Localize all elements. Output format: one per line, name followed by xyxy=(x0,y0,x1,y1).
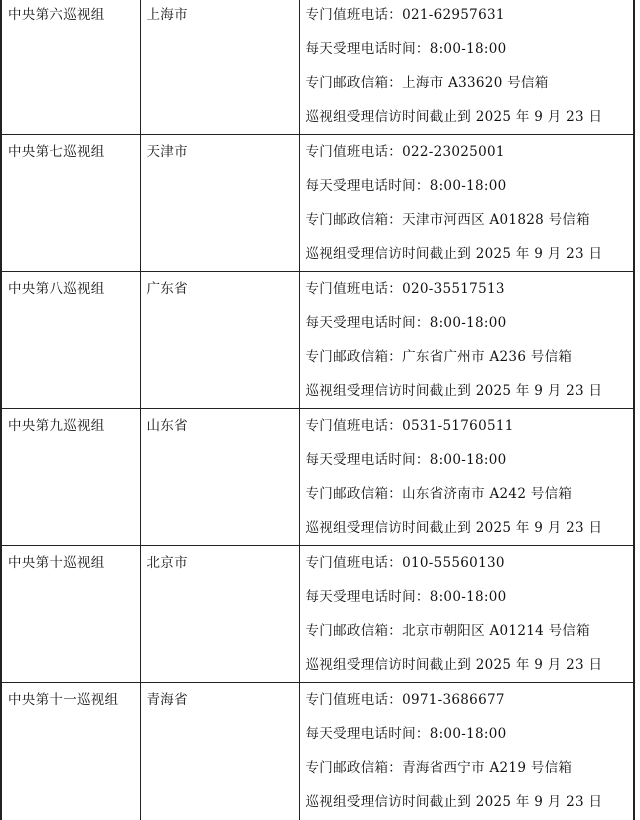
contact-info-cell xyxy=(299,0,634,135)
hotline-hours-line: 每天受理电话时间：8:00-18:00 xyxy=(300,32,634,66)
mailbox-line: 专门邮政信箱：北京市朝阳区 A01214 号信箱 xyxy=(300,614,634,648)
table-row-group-7 xyxy=(1,135,634,272)
mailbox-line: 专门邮政信箱：广东省广州市 A236 号信箱 xyxy=(300,340,634,374)
contact-info-cell xyxy=(299,409,634,546)
mailbox-line: 专门邮政信箱：上海市 A33620 号信箱 xyxy=(300,66,634,100)
table-row-group-10 xyxy=(1,546,634,683)
region-cell xyxy=(140,546,299,683)
hotline-hours-line: 每天受理电话时间：8:00-18:00 xyxy=(300,443,634,477)
group-name: 中央第七巡视组 xyxy=(2,135,140,169)
contact-info-cell xyxy=(299,135,634,272)
hotline-line: 专门值班电话：020-35517513 xyxy=(300,272,634,306)
group-region: 青海省 xyxy=(141,683,299,717)
group-name: 中央第八巡视组 xyxy=(2,272,140,306)
deadline-line: 巡视组受理信访时间截止到 2025 年 9 月 23 日 xyxy=(300,785,634,819)
region-cell xyxy=(140,0,299,135)
group-name-cell xyxy=(1,409,140,546)
hotline-line: 专门值班电话：010-55560130 xyxy=(300,546,634,580)
hotline-line: 专门值班电话：021-62957631 xyxy=(300,0,634,32)
mailbox-line: 专门邮政信箱：天津市河西区 A01828 号信箱 xyxy=(300,203,634,237)
region-cell xyxy=(140,272,299,409)
deadline-line: 巡视组受理信访时间截止到 2025 年 9 月 23 日 xyxy=(300,237,634,271)
hotline-hours-line: 每天受理电话时间：8:00-18:00 xyxy=(300,580,634,614)
group-region: 上海市 xyxy=(141,0,299,32)
group-name: 中央第九巡视组 xyxy=(2,409,140,443)
mailbox-line: 专门邮政信箱：山东省济南市 A242 号信箱 xyxy=(300,477,634,511)
region-cell xyxy=(140,409,299,546)
table-row-group-8 xyxy=(1,272,634,409)
region-cell xyxy=(140,135,299,272)
group-region: 山东省 xyxy=(141,409,299,443)
group-name-cell xyxy=(1,683,140,820)
deadline-line: 巡视组受理信访时间截止到 2025 年 9 月 23 日 xyxy=(300,648,634,682)
group-region: 广东省 xyxy=(141,272,299,306)
hotline-line: 专门值班电话：0531-51760511 xyxy=(300,409,634,443)
group-name-cell xyxy=(1,135,140,272)
region-cell xyxy=(140,683,299,820)
group-name-cell xyxy=(1,546,140,683)
table-row-group-9 xyxy=(1,409,634,546)
hotline-line: 专门值班电话：022-23025001 xyxy=(300,135,634,169)
hotline-hours-line: 每天受理电话时间：8:00-18:00 xyxy=(300,717,634,751)
mailbox-line: 专门邮政信箱：青海省西宁市 A219 号信箱 xyxy=(300,751,634,785)
deadline-line: 巡视组受理信访时间截止到 2025 年 9 月 23 日 xyxy=(300,100,634,134)
deadline-line: 巡视组受理信访时间截止到 2025 年 9 月 23 日 xyxy=(300,511,634,545)
contact-info-cell xyxy=(299,683,634,820)
group-region: 北京市 xyxy=(141,546,299,580)
group-name: 中央第六巡视组 xyxy=(2,0,140,32)
hotline-line: 专门值班电话：0971-3686677 xyxy=(300,683,634,717)
table-body xyxy=(1,0,634,820)
table-row-group-11 xyxy=(1,683,634,820)
hotline-hours-line: 每天受理电话时间：8:00-18:00 xyxy=(300,169,634,203)
deadline-line: 巡视组受理信访时间截止到 2025 年 9 月 23 日 xyxy=(300,374,634,408)
table-row-group-6 xyxy=(1,0,634,135)
group-region: 天津市 xyxy=(141,135,299,169)
group-name-cell xyxy=(1,272,140,409)
contact-info-cell xyxy=(299,546,634,683)
group-name: 中央第十一巡视组 xyxy=(2,683,140,717)
group-name: 中央第十巡视组 xyxy=(2,546,140,580)
hotline-hours-line: 每天受理电话时间：8:00-18:00 xyxy=(300,306,634,340)
contact-info-cell xyxy=(299,272,634,409)
group-name-cell xyxy=(1,0,140,135)
